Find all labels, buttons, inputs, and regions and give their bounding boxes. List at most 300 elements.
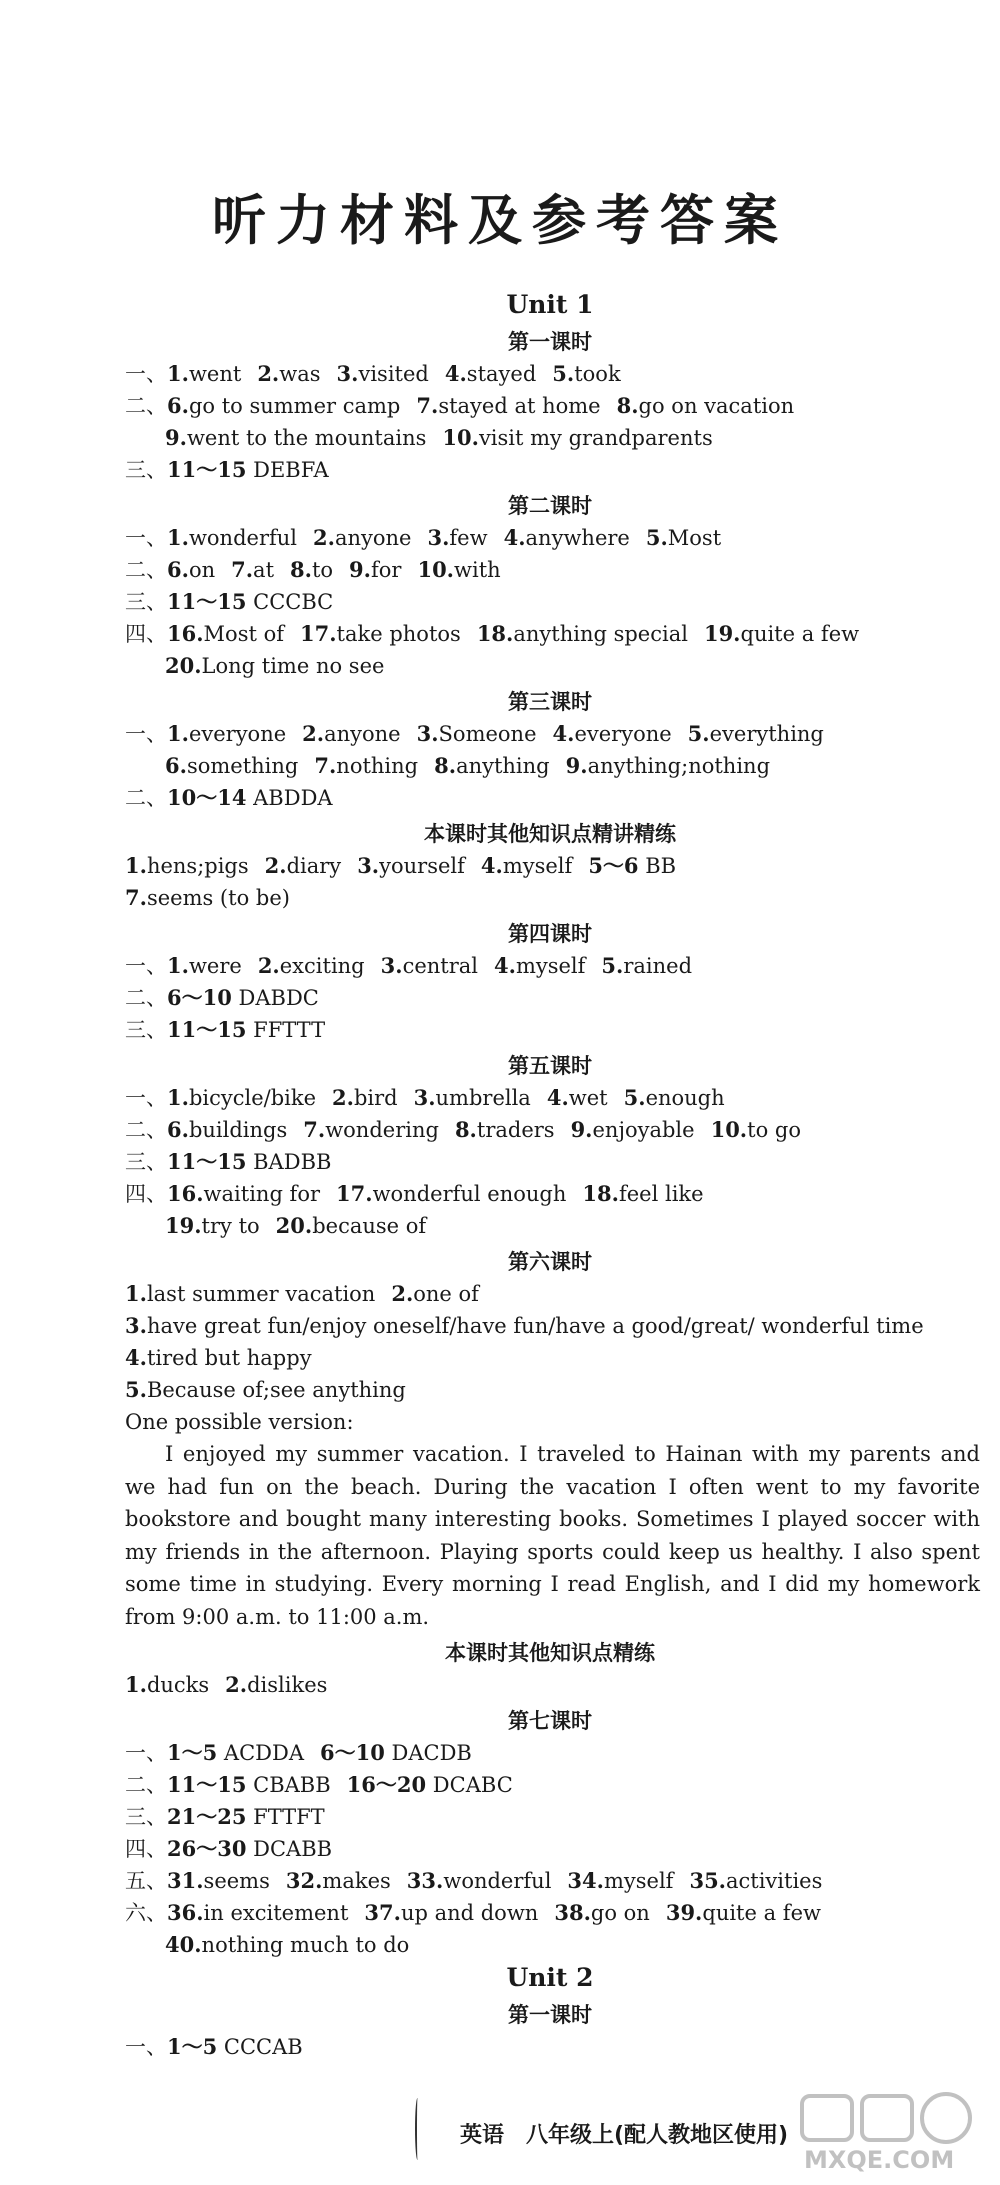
answer-number: 39. (665, 1900, 703, 1925)
answer-text: Long time no see (201, 654, 385, 678)
answer-item (167, 1182, 320, 1206)
answer-item (704, 622, 859, 646)
question-group-label: 二、 (125, 1773, 167, 1797)
answer-text: try to (201, 1214, 260, 1238)
section-heading: 第五课时 (508, 1053, 592, 1078)
answer-line (125, 1178, 975, 1210)
answer-number: 1. (167, 1085, 189, 1110)
answer-item (167, 1805, 325, 1829)
answer-text: seems (203, 1869, 270, 1893)
answer-line (125, 882, 975, 914)
answer-number: 20. (165, 653, 202, 678)
answer-item (167, 722, 286, 746)
answer-number: 5～6 (588, 853, 639, 878)
answer-text: diary (286, 854, 342, 878)
answer-item (167, 1773, 331, 1797)
answer-line (125, 1114, 975, 1146)
footer-divider (415, 2098, 420, 2160)
answer-number: 37. (364, 1900, 401, 1925)
answer-text: have great fun/enjoy oneself/have fun/have a good/great/ wonderful time (146, 1314, 924, 1338)
answer-text: FTTFT (246, 1805, 325, 1829)
svg-text:MXQE.COM: MXQE.COM (804, 2146, 955, 2174)
answer-text: quite a few (702, 1901, 821, 1925)
answer-line (125, 1342, 975, 1374)
answer-number: 4. (480, 853, 503, 878)
section-heading: 第一课时 (508, 2002, 592, 2027)
answer-item (666, 1901, 821, 1925)
answer-item (314, 754, 418, 778)
answer-number: 6. (167, 557, 189, 582)
answer-number: 4. (125, 1345, 147, 1370)
answer-number: 3. (336, 361, 359, 386)
answer-number: 1. (167, 361, 189, 386)
answer-item (481, 854, 572, 878)
answer-item (165, 754, 298, 778)
answer-text: wet (568, 1086, 608, 1110)
answer-number: 8. (454, 1117, 477, 1142)
question-group-label: 二、 (125, 786, 167, 810)
answer-number: 7. (125, 885, 147, 910)
answer-text: bird (353, 1086, 398, 1110)
answer-line (125, 454, 975, 486)
answer-number: 2. (302, 721, 325, 746)
answer-text: anyone (324, 722, 401, 746)
answer-item (167, 458, 329, 482)
answer-line (125, 650, 975, 682)
answer-line (125, 1669, 975, 1701)
answer-item (617, 394, 795, 418)
answer-text: anywhere (525, 526, 630, 550)
answer-number: 1. (125, 1281, 147, 1306)
answer-line (125, 586, 975, 618)
answer-item (711, 1118, 801, 1142)
answer-number: 2. (313, 525, 335, 550)
answer-item (477, 622, 688, 646)
answer-number: 7. (231, 557, 254, 582)
answer-item (688, 722, 824, 746)
answer-item (257, 362, 320, 386)
answer-item (300, 622, 461, 646)
answer-number: 9. (165, 425, 187, 450)
answer-text: myself (603, 1869, 674, 1893)
section-heading: 第七课时 (508, 1708, 592, 1733)
answer-number: 5. (645, 525, 668, 550)
answer-number: 5. (687, 721, 710, 746)
question-group-label: 一、 (125, 954, 167, 978)
answer-text: went to the mountains (186, 426, 427, 450)
answer-item (258, 954, 365, 978)
answer-text: Someone (438, 722, 537, 746)
question-group-label: 二、 (125, 1118, 167, 1142)
answer-number: 26～30 (167, 1836, 247, 1861)
answer-number: 33. (406, 1868, 444, 1893)
answer-text: activities (726, 1869, 823, 1893)
answer-text: go on (590, 1901, 650, 1925)
answer-text: with (454, 558, 501, 582)
answer-item (165, 654, 384, 678)
page-title: 听力材料及参考答案 (212, 188, 788, 252)
answer-number: 2. (257, 953, 280, 978)
answer-line (125, 618, 975, 650)
answer-text: wonderful enough (372, 1182, 567, 1206)
answer-item (302, 722, 400, 746)
answer-text: BADBB (246, 1150, 332, 1174)
answer-item (504, 526, 630, 550)
answer-text: seems (to be) (146, 886, 290, 910)
answer-number: 1. (167, 525, 189, 550)
answer-text: DCABC (426, 1773, 513, 1797)
answer-line (125, 1374, 975, 1406)
answer-item (303, 1118, 439, 1142)
answer-item (167, 590, 333, 614)
answer-item (547, 1086, 608, 1110)
answer-text: anything special (513, 622, 688, 646)
answer-item (167, 2035, 303, 2059)
answer-number: 20. (275, 1213, 313, 1238)
question-group-label: 三、 (125, 1150, 167, 1174)
answer-line (125, 950, 975, 982)
answer-number: 6～10 (167, 985, 232, 1010)
answer-number: 10. (442, 425, 479, 450)
answer-text: were (188, 954, 242, 978)
answer-item (494, 954, 585, 978)
section-heading: 第二课时 (508, 493, 592, 518)
section-heading: 第一课时 (508, 329, 592, 354)
answer-number: 6. (167, 393, 189, 418)
question-group-label: 一、 (125, 362, 167, 386)
answer-item (601, 954, 692, 978)
answer-line (125, 718, 975, 750)
section-heading: 第四课时 (508, 921, 592, 946)
answer-item (125, 1346, 312, 1370)
answer-item (125, 886, 290, 910)
question-group-label: 三、 (125, 1805, 167, 1829)
watermark-logo (796, 2088, 986, 2178)
answer-number: 11～15 (167, 1017, 247, 1042)
answer-item (265, 854, 342, 878)
answer-text: was (279, 362, 321, 386)
answer-number: 38. (554, 1900, 591, 1925)
answer-item (165, 1933, 409, 1957)
question-group-label: 六、 (125, 1901, 167, 1925)
answer-item (381, 954, 478, 978)
answer-text: wondering (325, 1118, 439, 1142)
answer-line (125, 1801, 975, 1833)
answer-item (167, 1118, 287, 1142)
answer-number: 36. (167, 1900, 204, 1925)
answer-number: 1～5 (167, 1740, 218, 1765)
answer-text: at (253, 558, 275, 582)
answer-item (417, 558, 500, 582)
answer-item (414, 1086, 531, 1110)
answer-content (125, 288, 980, 2063)
answer-line (125, 390, 975, 422)
answer-number: 10～14 (167, 785, 247, 810)
answer-item (364, 1901, 538, 1925)
answer-item (167, 1837, 332, 1861)
answer-item (125, 1282, 375, 1306)
answer-text: CCCBC (246, 590, 334, 614)
answer-number: 17. (336, 1181, 373, 1206)
answer-item (427, 526, 487, 550)
section-heading: 本课时其他知识点精讲精练 (424, 821, 676, 846)
answer-number: 11～15 (167, 1772, 247, 1797)
answer-number: 17. (300, 621, 337, 646)
answer-number: 34. (567, 1868, 604, 1893)
answer-text: makes (322, 1869, 391, 1893)
answer-text: Most (667, 526, 722, 550)
answer-item (417, 722, 537, 746)
answer-text: one of (413, 1282, 479, 1306)
answer-item (165, 1214, 260, 1238)
answer-item (125, 1314, 924, 1338)
answer-number: 6. (165, 753, 187, 778)
answer-number: 8. (434, 753, 457, 778)
answer-number: 6. (167, 1117, 189, 1142)
answer-number: 3. (416, 721, 439, 746)
question-group-label: 四、 (125, 1837, 167, 1861)
answer-text: tired but happy (146, 1346, 312, 1370)
answer-line (125, 554, 975, 586)
answer-item (167, 1741, 304, 1765)
answer-line (125, 422, 975, 454)
answer-number: 31. (167, 1868, 204, 1893)
answer-line (125, 1146, 975, 1178)
answer-text: DABDC (231, 986, 319, 1010)
answer-text: anything;nothing (587, 754, 771, 778)
answer-text: wonderful (188, 526, 298, 550)
answer-number: 32. (285, 1868, 323, 1893)
answer-item (165, 426, 426, 450)
question-group-label: 一、 (125, 2035, 167, 2059)
answer-item (553, 722, 672, 746)
answer-number: 4. (552, 721, 575, 746)
answer-item (434, 754, 550, 778)
answer-number: 18. (476, 621, 514, 646)
essay-paragraph: I enjoyed my summer vacation. I traveled to Hainan with my parents and we had fun on the beach. During the vacation I often went to my favorite bookstore and bought many interesting books. Sometimes I played soccer with my friends in the afternoon. Playing sports could keep us healthy. I also spent some time in studying. Every morning I read English, and I did my homework from 9:00 a.m. to 11:00 a.m. (125, 1442, 980, 1629)
answer-item (167, 1869, 270, 1893)
answer-number: 8. (616, 393, 639, 418)
answer-number: 35. (689, 1868, 726, 1893)
answer-text: CBABB (246, 1773, 331, 1797)
section-heading: 第三课时 (508, 689, 592, 714)
answer-item (276, 1214, 427, 1238)
answer-text: visit my grandparents (478, 426, 713, 450)
answer-item (167, 1018, 325, 1042)
question-group-label: 二、 (125, 394, 167, 418)
answer-line (125, 982, 975, 1014)
answer-text: myself (502, 854, 573, 878)
answer-number: 10. (710, 1117, 748, 1142)
answer-line (125, 1737, 975, 1769)
answer-line (125, 2031, 975, 2063)
answer-line (125, 1833, 975, 1865)
answer-item (332, 1086, 398, 1110)
answer-text: enough (645, 1086, 725, 1110)
answer-number: 3. (357, 853, 380, 878)
answer-number: 5. (552, 361, 575, 386)
question-group-label: 三、 (125, 1018, 167, 1042)
answer-item (125, 1673, 209, 1697)
answer-number: 1～5 (167, 2034, 218, 2059)
answer-text: anyone (334, 526, 412, 550)
answer-number: 11～15 (167, 589, 247, 614)
answer-number: 5. (601, 953, 624, 978)
answer-text: everyone (188, 722, 287, 746)
answer-text: on (188, 558, 216, 582)
answer-line (125, 850, 975, 882)
answer-text: DACDB (384, 1741, 472, 1765)
unit-heading: Unit 2 (506, 1963, 594, 1992)
answer-number: 1. (167, 953, 189, 978)
answer-text: rained (623, 954, 693, 978)
answer-text: go on vacation (638, 394, 795, 418)
answer-number: 11～15 (167, 1149, 247, 1174)
answer-text: myself (515, 954, 586, 978)
question-group-label: 一、 (125, 526, 167, 550)
answer-line (125, 1210, 975, 1242)
answer-text: exciting (279, 954, 365, 978)
answer-number: 9. (565, 753, 588, 778)
answer-text: enjoyable (592, 1118, 695, 1142)
answer-item (167, 558, 215, 582)
question-group-label: 三、 (125, 458, 167, 482)
answer-text: central (402, 954, 478, 978)
answer-text: anything (456, 754, 550, 778)
answer-item (320, 1741, 472, 1765)
answer-number: 9. (570, 1117, 593, 1142)
answer-number: 5. (125, 1377, 147, 1402)
answer-number: 2. (391, 1281, 414, 1306)
answer-number: 11～15 (167, 457, 247, 482)
answer-number: 21～25 (167, 1804, 247, 1829)
answer-item (125, 1378, 406, 1402)
footer-label: 英语 八年级上(配人教地区使用) (460, 2123, 789, 2148)
answer-text: umbrella (435, 1086, 531, 1110)
answer-number: 19. (703, 621, 741, 646)
answer-item (231, 558, 274, 582)
answer-item (588, 854, 676, 878)
answer-item (552, 362, 620, 386)
answer-text: ACDDA (217, 1741, 304, 1765)
answer-item (689, 1869, 822, 1893)
answer-item (167, 986, 319, 1010)
answer-item (290, 558, 333, 582)
answer-item (582, 1182, 703, 1206)
answer-number: 8. (290, 557, 312, 582)
answer-text: DEBFA (246, 458, 329, 482)
answer-text: take photos (336, 622, 461, 646)
answer-text: quite a few (740, 622, 860, 646)
answer-number: 3. (380, 953, 403, 978)
answer-item (571, 1118, 695, 1142)
answer-text: last summer vacation (146, 1282, 376, 1306)
answer-number: 1. (125, 1672, 147, 1697)
answer-line (125, 1014, 975, 1046)
answer-number: 4. (444, 361, 467, 386)
answer-item (167, 786, 333, 810)
answer-number: 2. (332, 1085, 354, 1110)
answer-number: 1. (167, 721, 189, 746)
answer-item (167, 954, 242, 978)
answer-number: 3. (413, 1085, 436, 1110)
answer-number: 2. (225, 1672, 248, 1697)
answer-item (313, 526, 411, 550)
answer-line (125, 1082, 975, 1114)
question-group-label: 二、 (125, 986, 167, 1010)
answer-text: waiting for (203, 1182, 321, 1206)
question-group-label: 一、 (125, 722, 167, 746)
answer-number: 4. (546, 1085, 569, 1110)
answer-number: 18. (582, 1181, 619, 1206)
question-group-label: 三、 (125, 590, 167, 614)
question-group-label: 四、 (125, 1182, 167, 1206)
answer-item (349, 558, 401, 582)
answer-line (125, 1769, 975, 1801)
answer-item (442, 426, 712, 450)
answer-number: 16. (167, 1181, 204, 1206)
answer-text: BB (638, 854, 677, 878)
answer-item (445, 362, 536, 386)
answer-text: for (370, 558, 402, 582)
answer-text: ABDDA (246, 786, 333, 810)
answer-text: wonderful (443, 1869, 552, 1893)
answer-item (167, 362, 241, 386)
answer-text: feel like (618, 1182, 704, 1206)
answer-item (336, 1182, 566, 1206)
answer-item (225, 1673, 327, 1697)
answer-item (167, 1086, 316, 1110)
answer-text: ducks (146, 1673, 210, 1697)
answer-number: 6～10 (319, 1740, 385, 1765)
answer-item (167, 1901, 348, 1925)
answer-number: 4. (494, 953, 516, 978)
answer-item (566, 754, 770, 778)
answer-number: 5. (623, 1085, 646, 1110)
answer-text: Because of;see anything (146, 1378, 406, 1402)
answer-text: nothing much to do (201, 1933, 410, 1957)
answer-item (624, 1086, 725, 1110)
question-group-label: 四、 (125, 622, 167, 646)
essay-intro: One possible version: (125, 1410, 354, 1434)
answer-number: 3. (427, 525, 450, 550)
answer-item (646, 526, 721, 550)
answer-text: something (186, 754, 299, 778)
answer-text: everyone (574, 722, 672, 746)
answer-number: 7. (314, 753, 337, 778)
answer-line (125, 782, 975, 814)
answer-line (125, 1929, 975, 1961)
answer-number: 10. (417, 557, 454, 582)
answer-item (167, 526, 297, 550)
answer-number: 16. (167, 621, 204, 646)
answer-line (125, 522, 975, 554)
section-heading: 第六课时 (508, 1249, 592, 1274)
answer-line (125, 1865, 975, 1897)
answer-text: CCCAB (217, 2035, 303, 2059)
section-heading: 本课时其他知识点精练 (445, 1640, 655, 1665)
answer-number: 1. (125, 853, 147, 878)
answer-line (125, 750, 975, 782)
answer-text: bicycle/bike (188, 1086, 317, 1110)
question-group-label: 一、 (125, 1741, 167, 1765)
answer-item (167, 394, 400, 418)
answer-text: Most of (203, 622, 284, 646)
answer-number: 2. (257, 361, 280, 386)
answer-number: 3. (125, 1313, 147, 1338)
answer-text: go to summer camp (188, 394, 401, 418)
answer-item (286, 1869, 391, 1893)
